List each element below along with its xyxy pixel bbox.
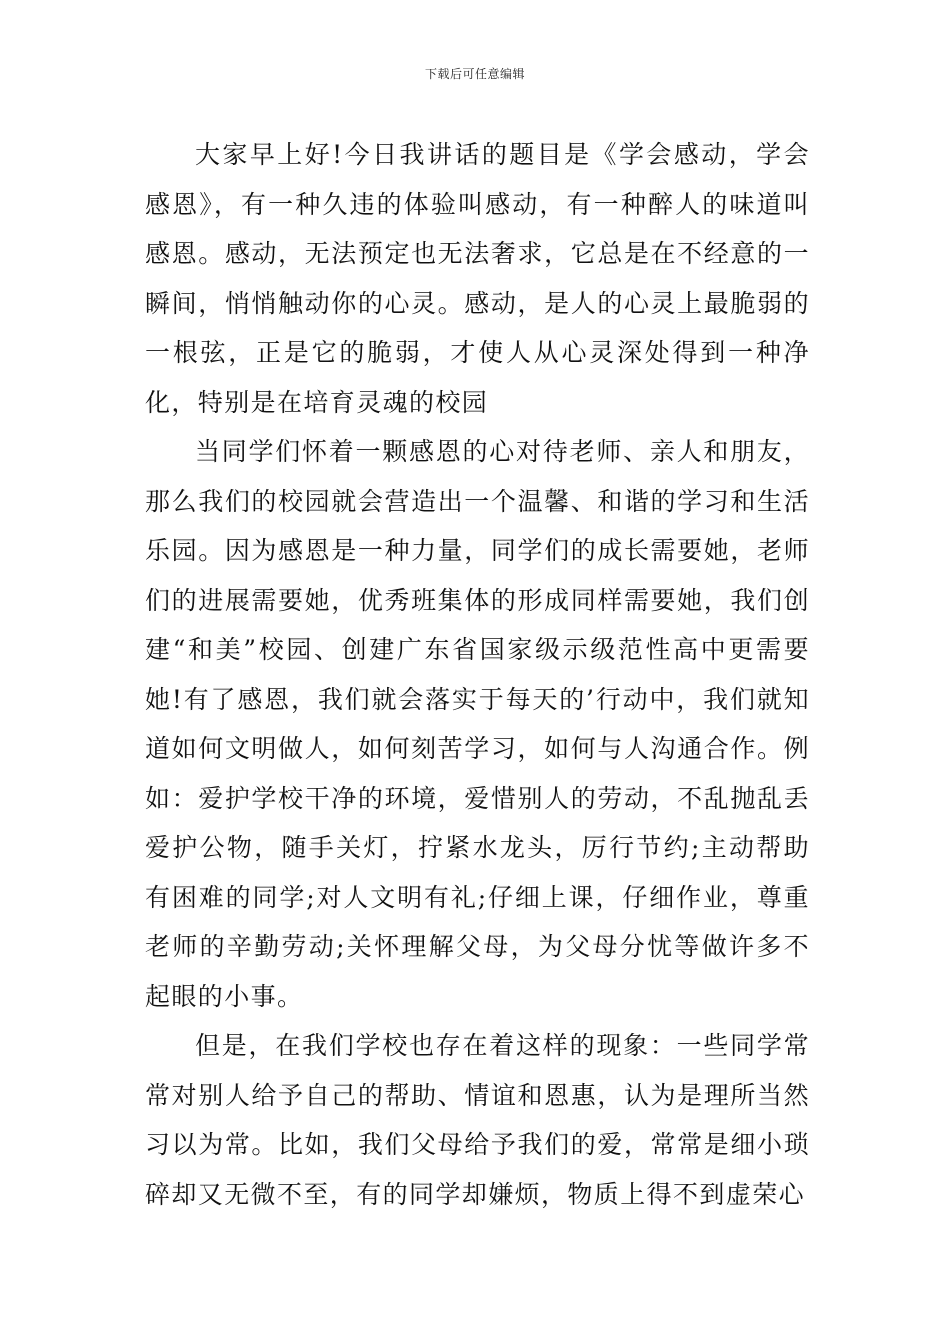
- paragraph-2: 当同学们怀着一颗感恩的心对待老师、亲人和朋友，那么我们的校园就会营造出一个温馨、和谐的学习和生活乐园。因为感恩是一种力量，同学们的成长需要她，老师们的进展需要她，优秀班集体的形成同样需要她，我们创建“和美”校园、创建广东省国家级示级范性高中更需要她!有了感恩，我们就会落实于每天的’行动中，我们就知道如何文明做人，如何刻苦学习，如何与人沟通合作。例如：爱护学校干净的环境，爱惜别人的劳动，不乱抛乱丢爱护公物，随手关灯，拧紧水龙头，厉行节约;主动帮助有困难的同学;对人文明有礼;仔细上课，仔细作业，尊重老师的辛勤劳动;关怀理解父母，为父母分忧等做许多不起眼的小事。: [145, 437, 810, 1011]
- paragraph-1: 大家早上好!今日我讲话的题目是《学会感动，学会感恩》，有一种久违的体验叫感动，有一种醉人的味道叫感恩。感动，无法预定也无法奢求，它总是在不经意的一瞬间，悄悄触动你的心灵。感动，是人的心灵上最脆弱的一根弦，正是它的脆弱，才使人从心灵深处得到一种净化，特别是在培育灵魂的校园: [145, 140, 810, 417]
- paragraph-3: 但是，在我们学校也存在着这样的现象：一些同学常常对别人给予自己的帮助、情谊和恩惠，认为是理所当然习以为常。比如，我们父母给予我们的爱，常常是细小琐碎却又无微不至，有的同学却嫌烦，物质上得不到虚荣心: [145, 1031, 810, 1209]
- document-body: [145, 130, 810, 1219]
- header-note: 下载后可任意编辑: [424, 67, 525, 81]
